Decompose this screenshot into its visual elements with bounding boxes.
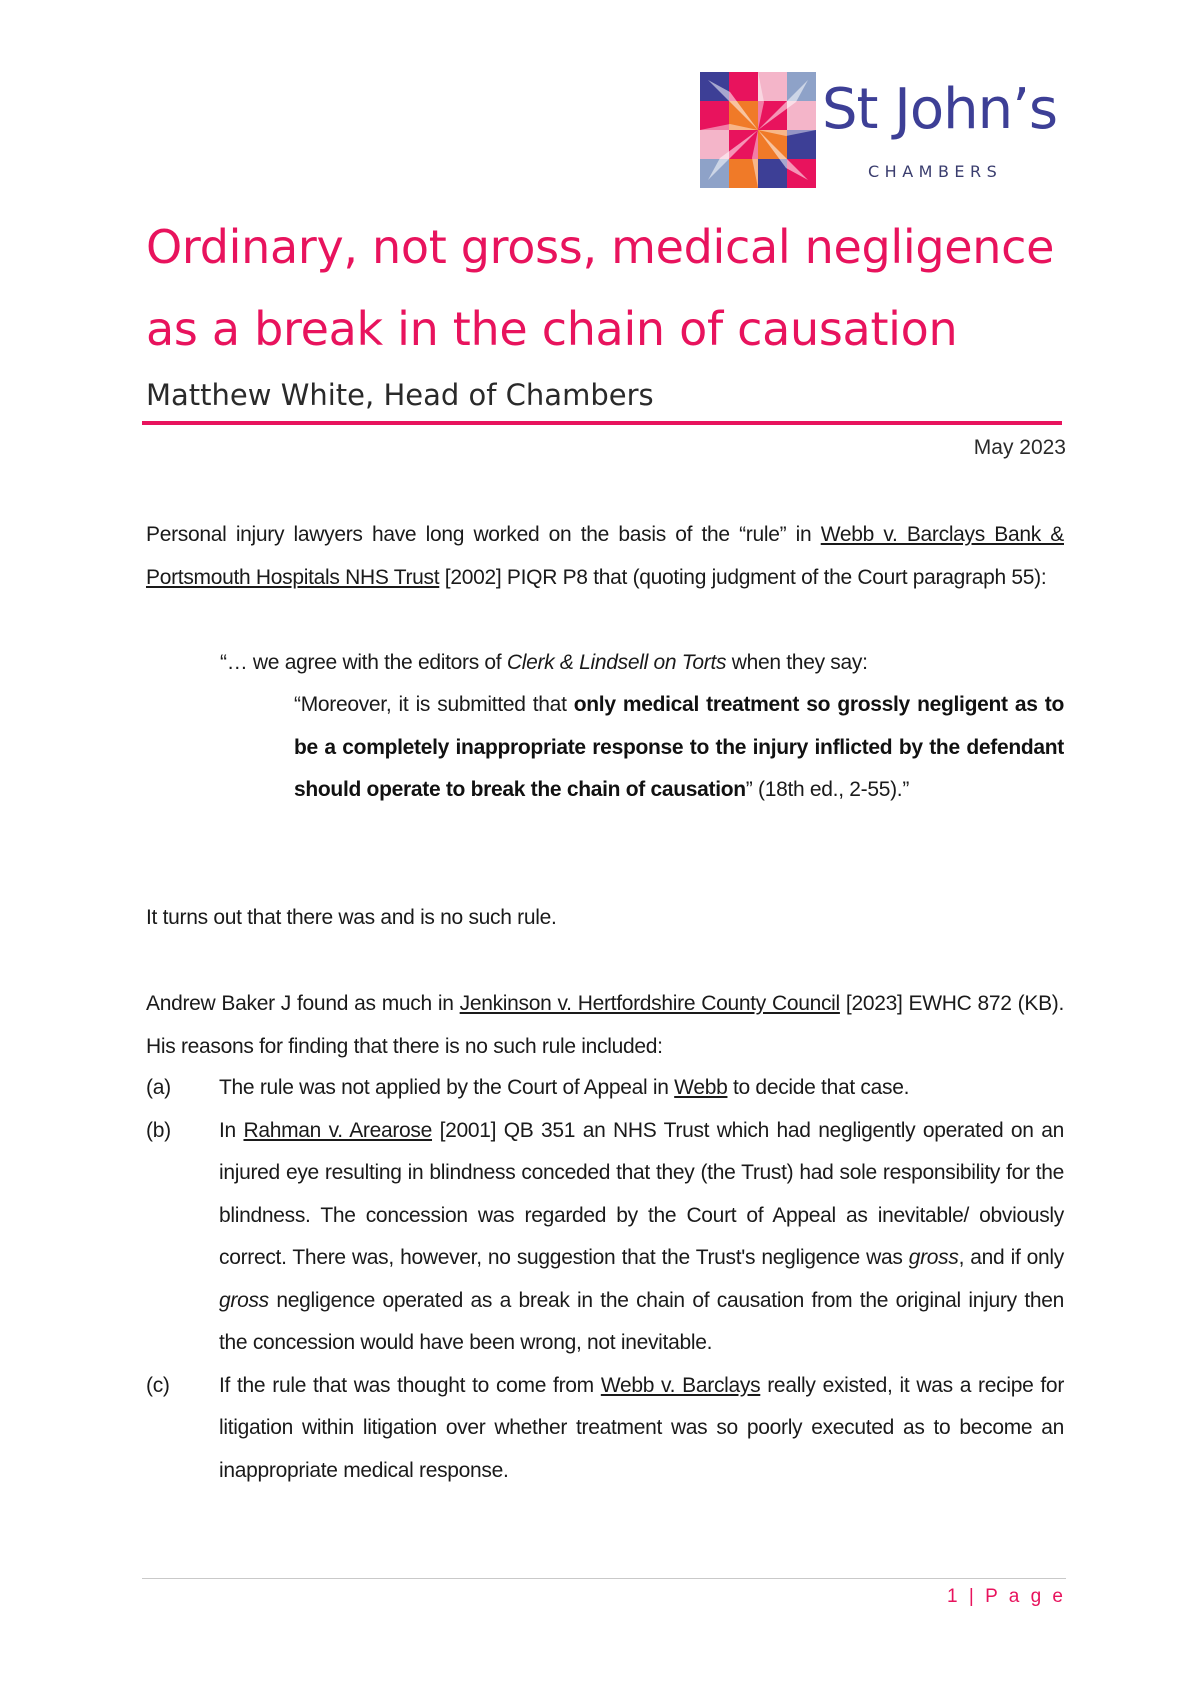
- list-marker: (a): [146, 1076, 171, 1099]
- list-item: [146, 1110, 1064, 1365]
- article-date: May 2023: [973, 436, 1066, 459]
- case-citation-webb: Webb v. Barclays Bank & Portsmouth Hospitals NHS Trust: [146, 523, 1064, 589]
- case-citation: Webb v. Barclays: [600, 1373, 761, 1397]
- page-footer: 1 | P a g e: [947, 1586, 1066, 1607]
- page-number: 1: [947, 1586, 961, 1607]
- case-citation-jenkinson: Jenkinson v. Hertfordshire County Council: [459, 992, 840, 1015]
- chambers-logo: [700, 72, 1080, 188]
- title-divider: [142, 421, 1062, 425]
- case-citation: Rahman v. Arearose: [243, 1118, 433, 1142]
- page-label: P a g e: [985, 1586, 1066, 1607]
- quote-inner: “Moreover, it is submitted that only medical treatment so grossly negligent as to be a completely inappropriate response to the injury inflicted by the defendant should operate to break the chain of causation” (18th ed., 2-55).”: [294, 693, 1064, 801]
- list-marker: (b): [146, 1118, 171, 1142]
- quote-outer: “… we agree with the editors of Clerk & Lindsell on Torts when they say:: [220, 651, 868, 674]
- footer-divider: [142, 1578, 1066, 1579]
- list-item-text: In Rahman v. Arearose [2001] QB 351 an NHS Trust which had negligently operated on an injured eye resulting in blindness conceded that they (the Trust) had sole responsibility for the blindness. The concession was regarded by the Court of Appeal as inevitable/ obviously correct. There was, however, no suggestion that the Trust's negligence was gross, and if only gross negligence operated as a break in the chain of causation from the original injury then the concession would have been wrong, not inevitable.: [219, 1118, 1064, 1354]
- paragraph-intro: Personal injury lawyers have long worked on the basis of the “rule” in Webb v. Barclays Bank & Portsmouth Hospitals NHS Trust [2002] PIQR P8 that (quoting judgment of the Court paragraph 55):: [146, 523, 1064, 589]
- quote-emphasis: only medical treatment so grossly negligent as to be a completely inappropriate response to the injury inflicted by the defendant should operate to break the chain of causation: [294, 693, 1064, 801]
- paragraph-jenkinson: Andrew Baker J found as much in Jenkinson v. Hertfordshire County Council [2023] EWHC 872 (KB). His reasons for finding that there is no such rule included:: [146, 992, 1065, 1058]
- star-logo-icon: [700, 72, 816, 188]
- reasons-list: [146, 1067, 1064, 1492]
- list-item-text: If the rule that was thought to come from Webb v. Barclays really existed, it was a recipe for litigation within litigation over whether treatment was so poorly executed as to become an inappropriate medical response.: [219, 1373, 1065, 1482]
- list-item: [146, 1365, 1064, 1493]
- book-title: Clerk & Lindsell on Torts: [506, 651, 727, 674]
- list-item-text: The rule was not applied by the Court of Appeal in Webb to decide that case.: [219, 1076, 910, 1099]
- article-author: Matthew White, Head of Chambers: [146, 378, 654, 412]
- logo-name: St John’s: [822, 77, 1058, 142]
- list-marker: (c): [146, 1373, 170, 1397]
- case-citation: Webb: [674, 1076, 728, 1099]
- paragraph-no-rule: It turns out that there was and is no such rule.: [146, 906, 557, 929]
- list-item: [146, 1067, 1064, 1110]
- logo-subtitle: CHAMBERS: [868, 162, 1003, 181]
- article-title: Ordinary, not gross, medical negligence as a break in the chain of causation: [146, 220, 1055, 356]
